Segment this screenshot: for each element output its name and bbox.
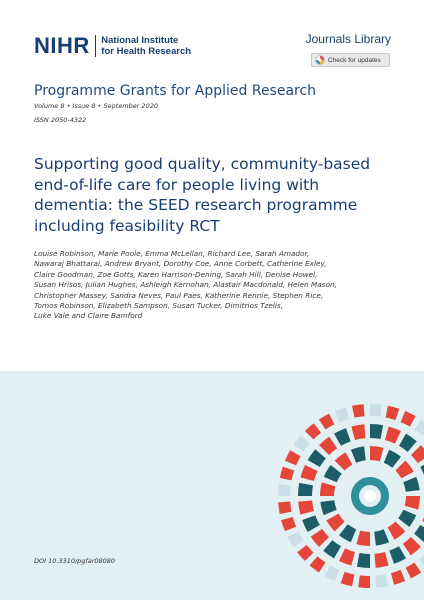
inner-ring-segment	[374, 529, 389, 545]
middle-ring-segment	[375, 552, 389, 568]
document-title	[34, 154, 394, 236]
check-for-updates-button[interactable]	[311, 53, 390, 67]
middle-ring-segment	[308, 449, 326, 467]
nihr-logo[interactable]	[34, 33, 191, 59]
middle-ring-segment	[411, 445, 424, 463]
outer-ring-segment	[281, 517, 296, 531]
inner-ring-segment	[339, 524, 356, 542]
circular-rings-graphic	[270, 396, 424, 596]
author-line: Susan Hrisos, Julian Hughes, Ashleigh Kernohan, Alastair Macdonald, Helen Mason,	[34, 280, 337, 290]
middle-ring-segment	[385, 426, 401, 443]
doi-label: DOI 10.3310/pgfar08080	[34, 557, 116, 565]
author-line: Luke Vale and Claire Bamford	[34, 311, 143, 321]
outer-ring-segment	[285, 450, 301, 465]
outer-ring-segment	[305, 423, 321, 439]
author-line: Louise Robinson, Marie Poole, Emma McLellan, Richard Lee, Sarah Amador,	[34, 249, 310, 258]
author-line: Tomos Robinson, Elizabeth Sampson, Susan Tucker, Dimitrios Tzelis,	[34, 301, 284, 311]
outer-ring-segment	[370, 404, 382, 417]
nihr-logo-divider	[95, 35, 97, 57]
middle-ring-segment	[414, 525, 424, 543]
document-title-line: including feasibility RCT	[34, 216, 220, 235]
outer-ring-segment	[319, 414, 334, 430]
inner-ring-segment	[351, 446, 366, 462]
outer-ring-segment	[414, 420, 424, 436]
inner-ring-segment	[324, 465, 342, 482]
outer-ring-segment	[391, 570, 405, 585]
inner-ring-segment	[320, 482, 335, 496]
middle-ring-segment	[357, 553, 370, 568]
outer-ring-segment	[386, 406, 400, 420]
outer-ring-segment	[358, 575, 370, 588]
inner-ring-segment	[370, 446, 384, 461]
inner-ring-segment	[398, 510, 416, 527]
issue-line: Volume 8 • Issue 8 • September 2020	[34, 102, 158, 110]
middle-ring-segment	[323, 540, 341, 558]
outer-ring-segment	[278, 484, 291, 496]
middle-ring-segment	[403, 537, 421, 555]
outer-ring-segment	[401, 411, 416, 427]
inner-ring-segment	[320, 500, 336, 515]
middle-ring-segment	[298, 501, 314, 515]
inner-ring-segment	[356, 531, 370, 546]
series-title: Programme Grants for Applied Research	[34, 83, 317, 99]
inner-ring-segment	[388, 521, 406, 539]
inner-ring-segment	[405, 496, 420, 510]
middle-ring-segment	[319, 437, 337, 455]
outer-ring-segment	[406, 563, 421, 579]
outer-ring-segment	[288, 532, 304, 547]
inner-ring-segment	[395, 461, 413, 479]
middle-ring-segment	[302, 515, 320, 532]
middle-ring-segment	[370, 424, 383, 439]
outer-ring-segment	[341, 572, 355, 586]
document-title-line: dementia: the SEED research programme	[34, 196, 358, 214]
middle-ring	[298, 424, 424, 568]
middle-ring-segment	[389, 546, 406, 564]
middle-ring-segment	[339, 548, 355, 565]
middle-ring-segment	[351, 424, 365, 440]
inner-ring-segment	[403, 477, 419, 492]
inner-ring-segment	[335, 452, 353, 470]
nihr-logo-name-line2: for Health Research	[101, 46, 192, 57]
document-title-line: end-of-life care for people living with	[34, 175, 320, 194]
inner-ring-segment	[384, 450, 401, 468]
outer-ring-segment	[297, 545, 313, 561]
middle-ring-segment	[334, 428, 351, 446]
middle-ring-segment	[311, 529, 329, 547]
outer-ring-segment	[419, 553, 424, 569]
outer-ring-segment	[352, 404, 364, 417]
inner-ring-segment	[326, 514, 344, 532]
outer-ring-segment	[294, 436, 310, 452]
center-dot	[364, 490, 376, 502]
document-title-line: Supporting good quality, community-based	[34, 155, 371, 173]
middle-ring-segment	[399, 434, 417, 452]
outer-ring-segment	[335, 407, 349, 422]
check-updates-icon	[315, 55, 325, 65]
check-updates-label: Check for updates	[328, 56, 381, 64]
outer-ring-segment	[324, 565, 339, 581]
outer-ring-segment	[375, 574, 387, 587]
middle-ring-segment	[298, 483, 313, 496]
journals-library-label: Journals Library	[305, 32, 391, 46]
author-line: Nawaraj Bhattarai, Andrew Bryant, Dorothy Coe, Anne Corbett, Catherine Exley,	[34, 259, 327, 269]
author-line: Christopher Massey, Sandra Neves, Paul Paes, Katherine Rennie, Stephen Rice,	[34, 290, 324, 300]
outer-ring-segment	[280, 467, 294, 481]
middle-ring-segment	[300, 465, 317, 481]
nihr-logo-name-line1: National Institute	[101, 35, 179, 46]
author-list	[34, 249, 394, 322]
issn-line: ISSN 2050-4322	[34, 116, 87, 124]
nihr-logo-mark: NIHR	[34, 33, 90, 58]
middle-ring-segment	[420, 460, 424, 477]
outer-ring-segment	[310, 556, 326, 572]
nihr-logo-name	[101, 35, 191, 57]
outer-ring-segment	[278, 501, 291, 513]
author-line: Claire Goodman, Zoe Gotts, Karen Harrison-Dening, Sarah Hill, Denise Howel,	[34, 269, 318, 279]
